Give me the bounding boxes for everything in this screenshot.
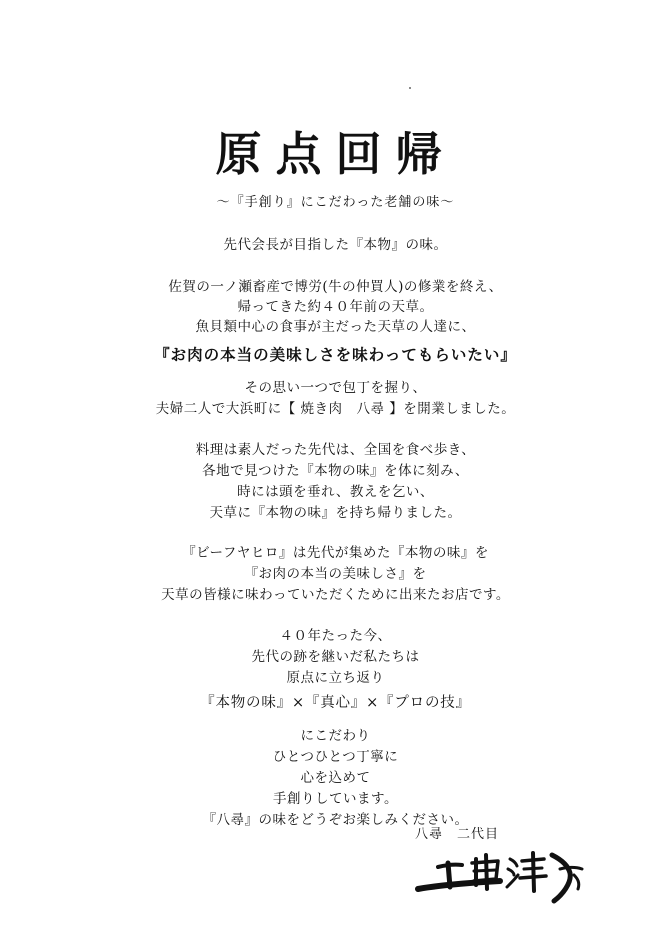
text-line: 時には頭を垂れ、教えを乞い、 (237, 484, 434, 500)
highlight-line: 『本物の味』×『真心』×『プロの技』 (200, 695, 471, 711)
text-line: ４０年たった今、 (279, 628, 392, 644)
text-line: 各地で見つけた『本物の味』を体に刻み、 (202, 463, 469, 479)
text-line: 先代の跡を継いだ私たちは (251, 649, 420, 665)
text-line: 夫婦二人で大浜町に【 焼き肉 八尋 】を開業しました。 (155, 401, 516, 417)
page-title: 原点回帰 (215, 127, 456, 181)
text-line: 『お肉の本当の美味しさ』を (244, 566, 427, 582)
text-line: 『ビーフヤヒロ』は先代が集めた『本物の味』を (182, 545, 489, 561)
text-line: 佐賀の一ノ瀬畜産で博労(牛の仲買人)の修業を終え、 (168, 279, 503, 295)
text-line: 原点に立ち返り (286, 670, 385, 686)
text-line: 天草の皆様に味わっていただくために出来たお店です。 (161, 587, 510, 603)
speck-mark (409, 87, 411, 89)
text-line: その思い一つで包丁を握り、 (244, 380, 427, 396)
text-line: 心を込めて (300, 770, 371, 786)
text-line: 帰ってきた約４０年前の天草。 (237, 299, 434, 315)
highlight-line: 『お肉の本当の美味しさを味わってもらいたい』 (154, 345, 517, 364)
handwritten-signature (410, 845, 610, 905)
signer-label: 八尋 二代目 (415, 827, 500, 842)
text-line: ひとつひとつ丁寧に (272, 749, 399, 765)
text-line: にこだわり (300, 728, 371, 744)
text-line: 『八尋』の味をどうぞお楽しみください。 (202, 812, 469, 828)
text-line: 天草に『本物の味』を持ち帰りました。 (209, 505, 462, 521)
text-line: 先代会長が目指した『本物』の味。 (223, 237, 448, 253)
text-line: 手創りしています。 (273, 791, 398, 807)
subtitle: 〜『手創り』にこだわった老舗の味〜 (216, 195, 455, 210)
text-line: 魚貝類中心の食事が主だった天草の人達に、 (195, 319, 476, 335)
text-line: 料理は素人だった先代は、全国を食べ歩き、 (195, 442, 476, 458)
